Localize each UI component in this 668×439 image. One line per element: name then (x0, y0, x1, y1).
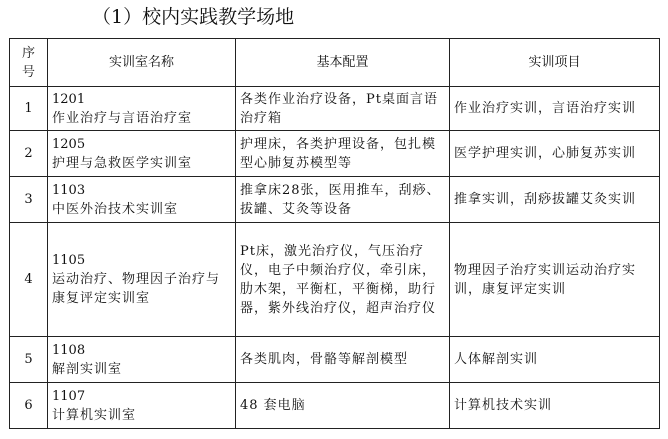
room-code: 1103 (52, 182, 86, 198)
room-cell (48, 177, 236, 223)
room-name: 计算机实训室 (52, 407, 137, 423)
room-cell (48, 131, 236, 177)
project-cell: 物理因子治疗实训运动治疗实训，康复评定实训 (450, 223, 660, 337)
row-no: 5 (10, 337, 48, 383)
room-cell (48, 337, 236, 383)
table-row (10, 131, 660, 177)
room-cell (48, 383, 236, 429)
config-cell: 48 套电脑 (236, 383, 450, 429)
project-cell: 推拿实训，刮痧拔罐艾灸实训 (450, 177, 660, 223)
row-no: 1 (10, 87, 48, 131)
row-no: 2 (10, 131, 48, 177)
room-code: 1108 (52, 342, 86, 358)
project-cell: 人体解剖实训 (450, 337, 660, 383)
config-cell: Pt床，激光治疗仪，气压治疗仪，电子中频治疗仪，牵引床，肋木架，平衡杠，平衡梯，助行器，紫外线治疗仪，超声治疗仪 (236, 223, 450, 337)
room-code: 1105 (52, 253, 86, 268)
row-no: 6 (10, 383, 48, 429)
project-cell: 计算机技术实训 (450, 383, 660, 429)
project-cell: 作业治疗实训，言语治疗实训 (450, 87, 660, 131)
room-name: 中医外治技术实训室 (52, 201, 179, 217)
room-name: 护理与急救医学实训室 (52, 155, 193, 171)
training-venues-table (9, 38, 660, 429)
room-name: 作业治疗与言语治疗室 (52, 110, 193, 126)
header-config: 基本配置 (236, 39, 450, 87)
table-row (10, 223, 660, 337)
room-code: 1201 (52, 91, 86, 107)
config-cell: 推拿床28张，医用推车，刮痧、拔罐、艾灸等设备 (236, 177, 450, 223)
room-name: 运动治疗、物理因子治疗与康复评定实训室 (52, 272, 221, 306)
room-name: 解剖实训室 (52, 361, 123, 377)
table-row (10, 383, 660, 429)
room-cell (48, 223, 236, 337)
config-cell: 各类作业治疗设备，Pt桌面言语治疗箱 (236, 87, 450, 131)
header-project: 实训项目 (450, 39, 660, 87)
row-no: 3 (10, 177, 48, 223)
header-no: 序号 (10, 39, 48, 87)
room-code: 1205 (52, 136, 86, 152)
config-cell: 各类肌肉，骨骼等解剖模型 (236, 337, 450, 383)
table-row (10, 87, 660, 131)
room-cell (48, 87, 236, 131)
table-row (10, 337, 660, 383)
header-room-name: 实训室名称 (48, 39, 236, 87)
config-cell: 护理床，各类护理设备，包扎模型心肺复苏模型等 (236, 131, 450, 177)
section-heading: （1）校内实践教学场地 (92, 6, 295, 28)
table-header-row (10, 39, 660, 87)
project-cell: 医学护理实训，心肺复苏实训 (450, 131, 660, 177)
room-code: 1107 (52, 388, 86, 404)
row-no: 4 (10, 223, 48, 337)
table-row (10, 177, 660, 223)
